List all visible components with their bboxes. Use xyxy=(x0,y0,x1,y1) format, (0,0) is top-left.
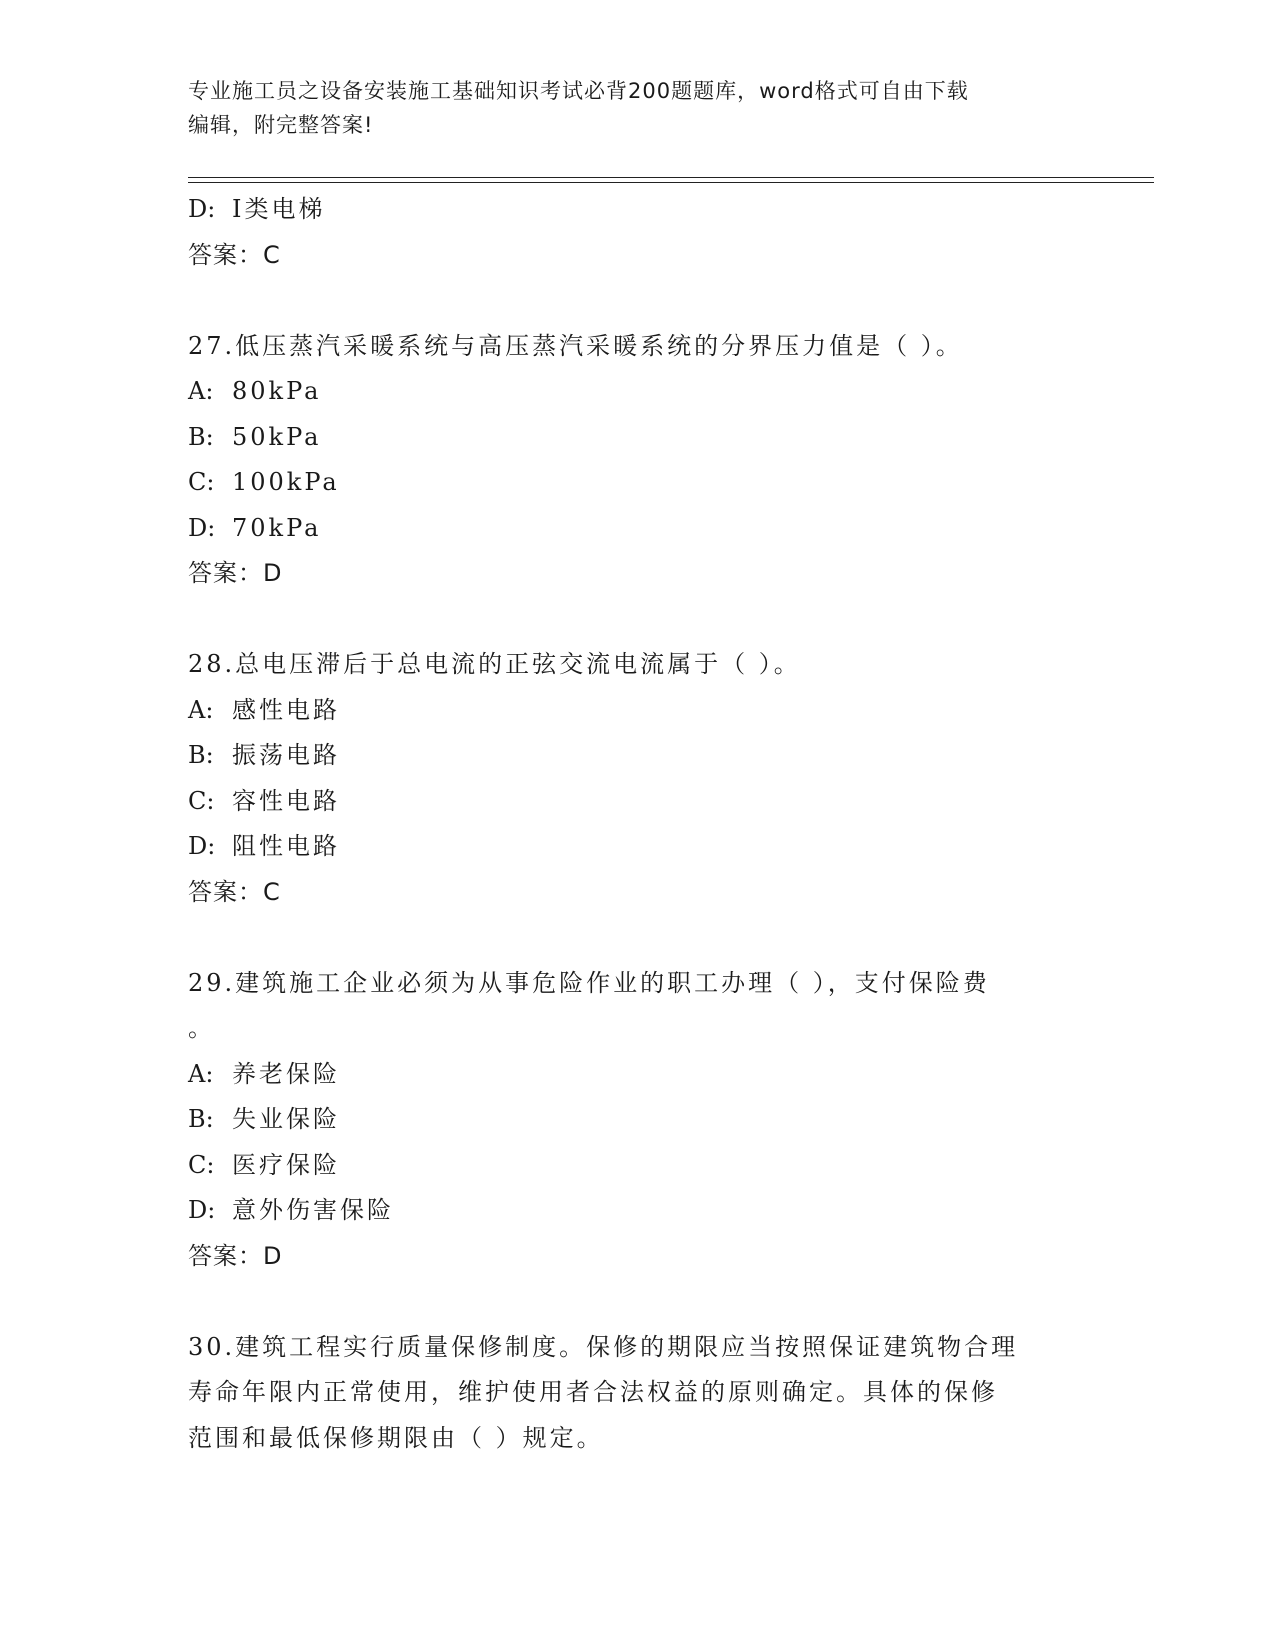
option-c: C: 容性电路 xyxy=(188,786,340,815)
option-c: C: 100kPa xyxy=(188,468,340,496)
header-line-2: 编辑，附完整答案! xyxy=(188,113,374,137)
option-a: A: 感性电路 xyxy=(188,695,340,724)
answer-line: 答案：D xyxy=(188,1241,283,1270)
option-c: C: 医疗保险 xyxy=(188,1150,340,1179)
option-a: A: 80kPa xyxy=(188,377,322,405)
question-stem: 28.总电压滞后于总电流的正弦交流电流属于（ ）。 xyxy=(188,650,801,678)
header-line-1: 专业施工员之设备安装施工基础知识考试必背200题题库，word格式可自由下载 xyxy=(188,79,969,103)
option-b: B: 振荡电路 xyxy=(188,741,340,769)
answer-line: 答案：C xyxy=(188,877,281,906)
option-d: D: 阻性电路 xyxy=(188,832,340,860)
option-d: D: I类电梯 xyxy=(188,195,326,223)
question-stem-line-1: 30.建筑工程实行质量保修制度。保修的期限应当按照保证建筑物合理 xyxy=(188,1332,1019,1361)
question-stem-line-2: 。 xyxy=(188,1014,215,1042)
question-stem-line-1: 29.建筑施工企业必须为从事危险作业的职工办理（ ），支付保险费 xyxy=(188,968,990,997)
question-stem-line-2: 寿命年限内正常使用，维护使用者合法权益的原则确定。具体的保修 xyxy=(188,1378,998,1406)
document-header xyxy=(188,74,1088,142)
header-rule-top xyxy=(188,177,1154,178)
question-stem-line-3: 范围和最低保修期限由（ ）规定。 xyxy=(188,1423,604,1452)
question-stem: 27.低压蒸汽采暖系统与高压蒸汽采暖系统的分界压力值是（ ）。 xyxy=(188,331,963,360)
option-b: B: 失业保险 xyxy=(188,1105,340,1133)
header-rule-bottom xyxy=(188,182,1154,183)
document-body xyxy=(188,187,1088,1461)
answer-line: 答案：D xyxy=(188,559,283,587)
option-d: D: 意外伤害保险 xyxy=(188,1196,394,1224)
option-a: A: 养老保险 xyxy=(188,1059,340,1088)
option-d: D: 70kPa xyxy=(188,513,322,542)
option-b: B: 50kPa xyxy=(188,422,322,451)
answer-line: 答案：C xyxy=(188,240,281,269)
